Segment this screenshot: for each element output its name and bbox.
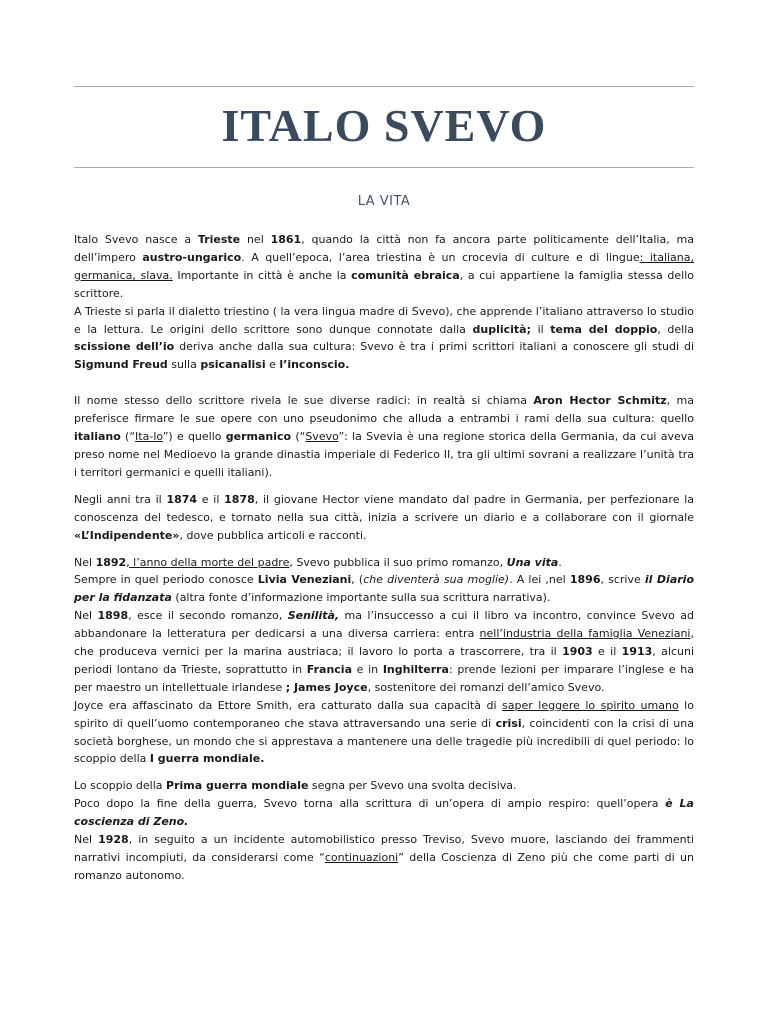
section-heading: LA VITA <box>357 194 411 209</box>
paragraph-war-death: Lo scoppio della Prima guerra mondiale segna per Svevo una svolta decisiva. Poco dopo la fine della guerra, Svevo torna alla scrittura di un’opera di ampio respiro: quell’opera è La coscienza di Zeno. Nel 1928, in seguito a un incidente automobilistico presso Treviso, Svevo muore, lasciando dei frammenti narrativi incompiuti, da considerarsi come “continuazioni” della Coscienza di Zeno più che come parti di un romanzo autonomo. <box>74 779 694 882</box>
paragraph-germany: Negli anni tra il 1874 e il 1878, il giovane Hector viene mandato dal padre in Germania, per perfezionare la conoscenza del tedesco, e tornato nella sua città, inizia a scrivere un diario e a collaborare con il giornale «L’Indipendente», dove pubblica articoli e racconti. <box>74 492 694 542</box>
paragraph-birth: Italo Svevo nasce a Trieste nel 1861, quando la città non fa ancora parte politicamente dell’Italia, ma dell’impero austro-ungarico. A quell’epoca, l’area triestina è un crocevia di culture e di lingue: italiana, germanica, slava. Importante in città è anche la comunità ebraica, a cui appartiene la famiglia stessa dello scrittore. A Trieste si parla il dialetto triestino ( la vera lingua madre di Svevo), che apprende l’italiano attraverso lo studio e la lettura. Le origini dello scrittore sono dunque connotate dalla duplicità; il tema del doppio, della scissione dell’io deriva anche dalla sua cultura: Svevo è tra i primi scrittori italiani a conoscere gli studi di Sigmund Freud sulla psicanalisi e l’inconscio. <box>74 233 695 372</box>
paragraph-career: Nel 1892, l’anno della morte del padre, Svevo pubblica il suo primo romanzo, Una vita. Sempre in quel periodo conosce Livia Veneziani, (che diventerà sua moglie). A lei ,nel 1896, scrive il Diario per la fidanzata (altra fonte d’informazione importante sulla sua scrittura narrativa). Nel 1898, esce il secondo romanzo, Senilità, ma l’insuccesso a cui il libro va incontro, convince Svevo ad abbandonare la letteratura per dedicarsi a una diversa carriera: entra nell’industria della famiglia Veneziani, che produceva vernici per la marina austriaca; il lavoro lo porta a trascorrere, tra il 1903 e il 1913, alcuni periodi lontano da Trieste, soprattutto in Francia e in Inghilterra: prende lezioni per imparare l’inglese e ha per maestro un intellettuale irlandese ; James Joyce, sostenitore dei romanzi dell’amico Svevo. Joyce era affascinato da Ettore Smith, era catturato dalla sua capacità di saper leggere lo spirito umano lo spirito di quell’uomo contemporaneo che stava attraversando una serie di crisi, coincidenti con la crisi di una società borghese, un mondo che si apprestava a mantenere una delle tragedie più incredibili di quel periodo: lo scoppio della I guerra mondiale. <box>74 555 695 766</box>
document-page <box>74 0 694 894</box>
document-title: ITALO SVEVO <box>221 100 547 151</box>
title-divider <box>74 167 694 168</box>
paragraph-name: Il nome stesso dello scrittore rivela le sue diverse radici: in realtà si chiama Aron Hector Schmitz, ma preferisce firmare le sue opere con uno pseudonimo che alluda a entrambi i rami della sua cultura: quello italiano (“Ita-lo”) e quello germanico (“Svevo”: la Svevia è una regione storica della Germania, da cui aveva preso nome nel Medioevo la grande dinastia imperiale di Federico II, tra gli ultimi sovrani a realizzare l’unità tra i territori germanici e quelli italiani). <box>74 394 694 479</box>
top-divider <box>74 86 694 87</box>
